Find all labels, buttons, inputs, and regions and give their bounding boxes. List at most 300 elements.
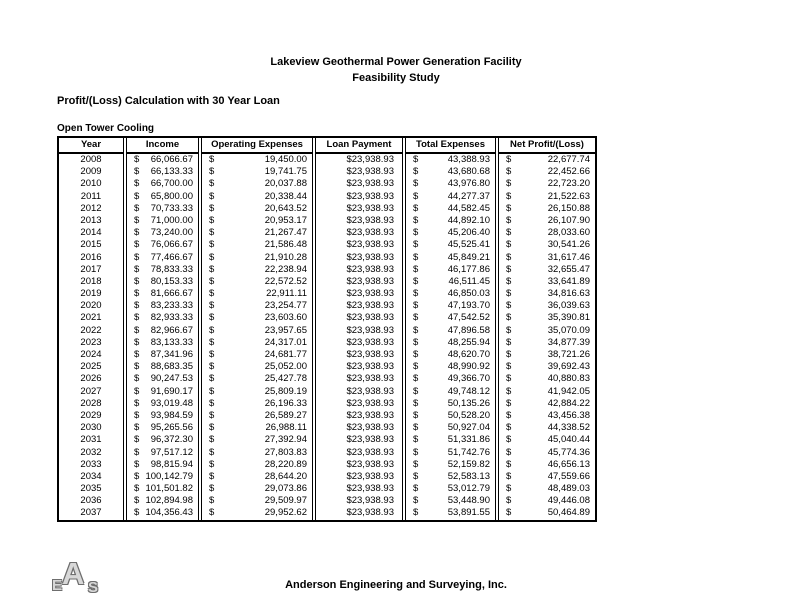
currency-symbol: $ [413,154,419,165]
cell-value: 80,153.33 [150,275,193,287]
table-cell-year: 2028 [80,397,102,409]
logo-letter-e: E [52,577,63,594]
currency-symbol: $ [413,361,419,373]
table-cell-total_expenses [406,325,495,337]
table-cell-net_profit [499,227,595,239]
table-cell-year: 2020 [80,300,102,312]
currency-symbol: $ [506,190,512,202]
table-cell-total_expenses [406,288,495,300]
table-cell-operating_expenses [202,386,312,398]
table-cell-total_expenses [406,361,495,373]
cell-value: 26,150.88 [547,202,590,214]
table-cell-operating_expenses [202,507,312,519]
currency-symbol: $ [506,239,512,251]
currency-symbol: $ [209,202,215,214]
table-cell-net_profit [499,373,595,385]
table-cell-income [127,288,198,300]
table-cell-operating_expenses [202,252,312,264]
table-cell-total_expenses [406,227,495,239]
table-cell-net_profit [499,483,595,495]
currency-symbol: $ [506,483,512,495]
table-cell-income [127,191,198,203]
currency-symbol: $ [209,300,215,312]
cell-value: 40,880.83 [547,373,590,385]
cell-value: 49,748.12 [447,385,490,397]
column-header-total-expenses: Total Expenses [406,138,495,154]
currency-symbol: $ [134,263,140,275]
cell-value: 53,012.79 [447,483,490,495]
table-cell-income [127,300,198,312]
table-cell-loan_payment: $23,938.93 [346,361,394,373]
cell-value: 53,891.55 [447,507,490,519]
table-cell-total_expenses [406,312,495,324]
cell-value: 41,942.05 [547,385,590,397]
table-cell-income [127,337,198,349]
cell-value: 97,517.12 [150,446,193,458]
currency-symbol: $ [413,227,419,239]
table-cell-total_expenses [406,459,495,471]
currency-symbol: $ [134,422,140,434]
currency-symbol: $ [209,409,215,421]
table-cell-year: 2033 [80,458,102,470]
cell-value: 35,070.09 [547,324,590,336]
currency-symbol: $ [506,373,512,385]
cell-value: 44,277.37 [447,190,490,202]
cell-value: 29,073.86 [264,483,307,495]
column-header-income: Income [127,138,198,154]
cell-value: 48,255.94 [447,336,490,348]
currency-symbol: $ [134,470,140,482]
cell-value: 87,341.96 [150,349,193,360]
table-cell-income [127,386,198,398]
table-cell-operating_expenses [202,288,312,300]
table-cell-net_profit [499,459,595,471]
table-cell-net_profit [499,276,595,288]
column-header-operating-expenses: Operating Expenses [202,138,312,154]
table-cell-operating_expenses [202,398,312,410]
currency-symbol: $ [413,312,419,324]
table-cell-year: 2017 [80,263,102,275]
currency-symbol: $ [413,263,419,275]
currency-symbol: $ [506,495,512,507]
currency-symbol: $ [413,434,419,446]
cell-value: 50,528.20 [447,409,490,421]
currency-symbol: $ [413,251,419,263]
currency-symbol: $ [134,324,140,336]
profit-loss-table [57,136,597,522]
table-cell-net_profit [499,239,595,251]
currency-symbol: $ [413,349,419,360]
table-cell-net_profit [499,434,595,446]
cell-value: 82,933.33 [150,312,193,324]
currency-symbol: $ [413,336,419,348]
table-cell-year: 2030 [80,422,102,434]
currency-symbol: $ [413,324,419,336]
table-cell-loan_payment: $23,938.93 [346,446,394,458]
table-cell-year: 2011 [80,190,102,202]
currency-symbol: $ [134,312,140,324]
currency-symbol: $ [506,251,512,263]
currency-symbol: $ [506,154,512,165]
table-cell-year: 2016 [80,251,102,263]
currency-symbol: $ [134,227,140,239]
cell-value: 42,884.22 [547,397,590,409]
cell-value: 22,572.52 [264,275,307,287]
table-cell-year: 2019 [80,288,102,300]
currency-symbol: $ [506,263,512,275]
table-cell-income [127,252,198,264]
table-cell-loan_payment: $23,938.93 [346,166,394,178]
table-cell-year: 2026 [80,373,102,385]
currency-symbol: $ [209,239,215,251]
currency-symbol: $ [209,507,215,519]
table-cell-loan_payment: $23,938.93 [346,373,394,385]
cell-value: 43,456.38 [547,409,590,421]
column-net-profit [498,138,595,520]
table-cell-year: 2032 [80,446,102,458]
currency-symbol: $ [506,178,512,190]
currency-symbol: $ [134,288,140,300]
currency-symbol: $ [506,385,512,397]
table-cell-loan_payment: $23,938.93 [346,312,394,324]
currency-symbol: $ [413,385,419,397]
table-cell-total_expenses [406,191,495,203]
currency-symbol: $ [506,300,512,312]
table-cell-year: 2023 [80,336,102,348]
table-cell-income [127,447,198,459]
table-cell-operating_expenses [202,410,312,422]
currency-symbol: $ [413,190,419,202]
currency-symbol: $ [209,312,215,324]
table-cell-loan_payment: $23,938.93 [346,178,394,190]
table-cell-year: 2036 [80,495,102,507]
currency-symbol: $ [134,507,140,519]
table-cell-income [127,264,198,276]
table-cell-loan_payment: $23,938.93 [346,300,394,312]
table-cell-total_expenses [406,276,495,288]
cell-value: 96,372.30 [150,434,193,446]
table-cell-income [127,325,198,337]
table-cell-year: 2014 [80,227,102,239]
table-cell-income [127,373,198,385]
cell-value: 50,927.04 [447,422,490,434]
table-cell-net_profit [499,386,595,398]
table-cell-year: 2010 [80,178,102,190]
table-cell-operating_expenses [202,373,312,385]
table-cell-total_expenses [406,203,495,215]
currency-symbol: $ [209,336,215,348]
column-operating-expenses [201,138,313,520]
table-cell-income [127,434,198,446]
table-cell-loan_payment: $23,938.93 [346,227,394,239]
table-cell-income [127,215,198,227]
currency-symbol: $ [413,202,419,214]
currency-symbol: $ [209,385,215,397]
table-cell-loan_payment: $23,938.93 [346,422,394,434]
cell-value: 71,000.00 [150,214,193,226]
table-cell-year: 2027 [80,385,102,397]
cell-value: 44,338.52 [547,422,590,434]
table-cell-year: 2015 [80,239,102,251]
cell-value: 46,850.03 [447,288,490,300]
cell-value: 20,643.52 [264,202,307,214]
section-title: Profit/(Loss) Calculation with 30 Year Loan [57,95,280,107]
cell-value: 88,683.35 [150,361,193,373]
cell-value: 66,133.33 [150,166,193,178]
currency-symbol: $ [209,349,215,360]
document-title-block [0,54,792,86]
currency-symbol: $ [134,190,140,202]
table-label: Open Tower Cooling [57,123,155,134]
table-cell-total_expenses [406,166,495,178]
currency-symbol: $ [209,154,215,165]
table-cell-operating_expenses [202,447,312,459]
cell-value: 28,644.20 [264,470,307,482]
page-subtitle: Feasibility Study [352,72,440,84]
table-cell-net_profit [499,349,595,361]
currency-symbol: $ [209,214,215,226]
table-cell-year: 2024 [80,349,102,360]
cell-value: 22,452.66 [547,166,590,178]
table-cell-year: 2013 [80,214,102,226]
table-cell-net_profit [499,325,595,337]
currency-symbol: $ [413,373,419,385]
cell-value: 21,522.63 [547,190,590,202]
cell-value: 50,135.26 [447,397,490,409]
column-loan-payment [315,138,403,520]
table-cell-year: 2025 [80,361,102,373]
currency-symbol: $ [209,324,215,336]
table-cell-operating_expenses [202,215,312,227]
cell-value: 25,427.78 [264,373,307,385]
table-cell-loan_payment: $23,938.93 [346,263,394,275]
cell-value: 29,952.62 [264,507,307,519]
cell-value: 32,655.47 [547,263,590,275]
currency-symbol: $ [209,178,215,190]
cell-value: 27,803.83 [264,446,307,458]
cell-value: 70,733.33 [150,202,193,214]
currency-symbol: $ [413,470,419,482]
table-cell-loan_payment: $23,938.93 [346,288,394,300]
currency-symbol: $ [413,275,419,287]
cell-value: 91,690.17 [150,385,193,397]
table-cell-income [127,276,198,288]
table-cell-net_profit [499,252,595,264]
table-cell-loan_payment: $23,938.93 [346,397,394,409]
table-cell-operating_expenses [202,337,312,349]
table-cell-operating_expenses [202,459,312,471]
cell-value: 81,666.67 [150,288,193,300]
currency-symbol: $ [209,166,215,178]
logo-letter-a: A [62,556,85,591]
table-cell-total_expenses [406,471,495,483]
table-cell-net_profit [499,300,595,312]
currency-symbol: $ [413,166,419,178]
currency-symbol: $ [134,434,140,446]
table-cell-total_expenses [406,410,495,422]
table-cell-loan_payment: $23,938.93 [346,214,394,226]
table-cell-year: 2037 [80,507,102,519]
table-cell-income [127,459,198,471]
table-cell-income [127,361,198,373]
table-cell-operating_expenses [202,154,312,166]
table-cell-loan_payment: $23,938.93 [346,251,394,263]
table-cell-loan_payment: $23,938.93 [346,434,394,446]
currency-symbol: $ [134,239,140,251]
cell-value: 90,247.53 [150,373,193,385]
cell-value: 23,957.65 [264,324,307,336]
table-cell-year: 2022 [80,324,102,336]
cell-value: 25,052.00 [264,361,307,373]
table-cell-total_expenses [406,422,495,434]
currency-symbol: $ [209,373,215,385]
cell-value: 45,774.36 [547,446,590,458]
table-cell-income [127,483,198,495]
table-cell-total_expenses [406,483,495,495]
table-cell-loan_payment: $23,938.93 [346,275,394,287]
cell-value: 35,390.81 [547,312,590,324]
cell-value: 83,233.33 [150,300,193,312]
cell-value: 78,833.33 [150,263,193,275]
currency-symbol: $ [134,409,140,421]
currency-symbol: $ [413,446,419,458]
cell-value: 22,911.11 [266,288,307,300]
currency-symbol: $ [134,300,140,312]
table-cell-income [127,166,198,178]
currency-symbol: $ [413,397,419,409]
table-cell-operating_expenses [202,434,312,446]
cell-value: 104,356.43 [145,507,193,519]
table-cell-income [127,227,198,239]
cell-value: 46,511.45 [448,275,490,287]
table-cell-year: 2008 [80,154,102,165]
table-cell-year: 2029 [80,409,102,421]
table-cell-net_profit [499,507,595,519]
cell-value: 26,196.33 [264,397,307,409]
currency-symbol: $ [134,446,140,458]
table-cell-net_profit [499,361,595,373]
currency-symbol: $ [413,458,419,470]
table-cell-income [127,154,198,166]
cell-value: 51,742.76 [447,446,490,458]
table-cell-income [127,312,198,324]
cell-value: 26,107.90 [547,214,590,226]
currency-symbol: $ [413,239,419,251]
currency-symbol: $ [506,336,512,348]
table-cell-total_expenses [406,386,495,398]
table-cell-total_expenses [406,239,495,251]
cell-value: 20,953.17 [264,214,307,226]
table-cell-net_profit [499,178,595,190]
cell-value: 47,193.70 [447,300,490,312]
currency-symbol: $ [134,202,140,214]
table-cell-year: 2012 [80,202,102,214]
table-cell-operating_expenses [202,264,312,276]
cell-value: 45,040.44 [547,434,590,446]
table-cell-net_profit [499,312,595,324]
cell-value: 44,582.45 [447,202,490,214]
cell-value: 36,039.63 [547,300,590,312]
currency-symbol: $ [506,312,512,324]
cell-value: 45,206.40 [447,227,490,239]
table-cell-operating_expenses [202,349,312,361]
table-cell-total_expenses [406,178,495,190]
cell-value: 34,877.39 [547,336,590,348]
cell-value: 24,317.01 [264,336,307,348]
currency-symbol: $ [209,422,215,434]
currency-symbol: $ [134,495,140,507]
cell-value: 24,681.77 [264,349,307,360]
column-header-net-profit: Net Profit/(Loss) [499,138,595,154]
table-cell-total_expenses [406,349,495,361]
currency-symbol: $ [506,227,512,239]
currency-symbol: $ [134,154,140,165]
cell-value: 46,656.13 [547,458,590,470]
currency-symbol: $ [506,324,512,336]
currency-symbol: $ [506,434,512,446]
cell-value: 34,816.63 [547,288,590,300]
table-cell-net_profit [499,288,595,300]
cell-value: 48,990.92 [447,361,490,373]
table-cell-net_profit [499,495,595,507]
cell-value: 66,066.67 [150,154,193,165]
table-cell-net_profit [499,447,595,459]
cell-value: 52,159.82 [447,458,490,470]
currency-symbol: $ [209,263,215,275]
table-cell-operating_expenses [202,239,312,251]
currency-symbol: $ [209,251,215,263]
table-cell-net_profit [499,264,595,276]
table-cell-total_expenses [406,495,495,507]
table-cell-loan_payment: $23,938.93 [346,458,394,470]
currency-symbol: $ [134,349,140,360]
currency-symbol: $ [506,288,512,300]
cell-value: 43,680.68 [447,166,490,178]
currency-symbol: $ [209,190,215,202]
currency-symbol: $ [506,507,512,519]
cell-value: 48,620.70 [447,349,490,360]
table-cell-total_expenses [406,264,495,276]
column-total-expenses [405,138,496,520]
currency-symbol: $ [413,178,419,190]
cell-value: 98,815.94 [150,458,193,470]
cell-value: 66,700.00 [150,178,193,190]
table-cell-total_expenses [406,434,495,446]
table-cell-income [127,239,198,251]
table-cell-loan_payment: $23,938.93 [346,507,394,519]
column-income [126,138,199,520]
currency-symbol: $ [413,495,419,507]
currency-symbol: $ [506,446,512,458]
cell-value: 82,966.67 [150,324,193,336]
table-cell-loan_payment: $23,938.93 [346,385,394,397]
cell-value: 43,388.93 [447,154,490,165]
cell-value: 49,366.70 [447,373,490,385]
cell-value: 49,446.08 [547,495,590,507]
cell-value: 20,037.88 [264,178,307,190]
currency-symbol: $ [413,409,419,421]
cell-value: 21,267.47 [264,227,307,239]
currency-symbol: $ [413,483,419,495]
cell-value: 39,692.43 [547,361,590,373]
cell-value: 22,677.74 [547,154,590,165]
table-cell-income [127,471,198,483]
currency-symbol: $ [506,397,512,409]
table-cell-total_expenses [406,154,495,166]
table-cell-net_profit [499,191,595,203]
table-cell-net_profit [499,422,595,434]
cell-value: 48,489.03 [547,483,590,495]
